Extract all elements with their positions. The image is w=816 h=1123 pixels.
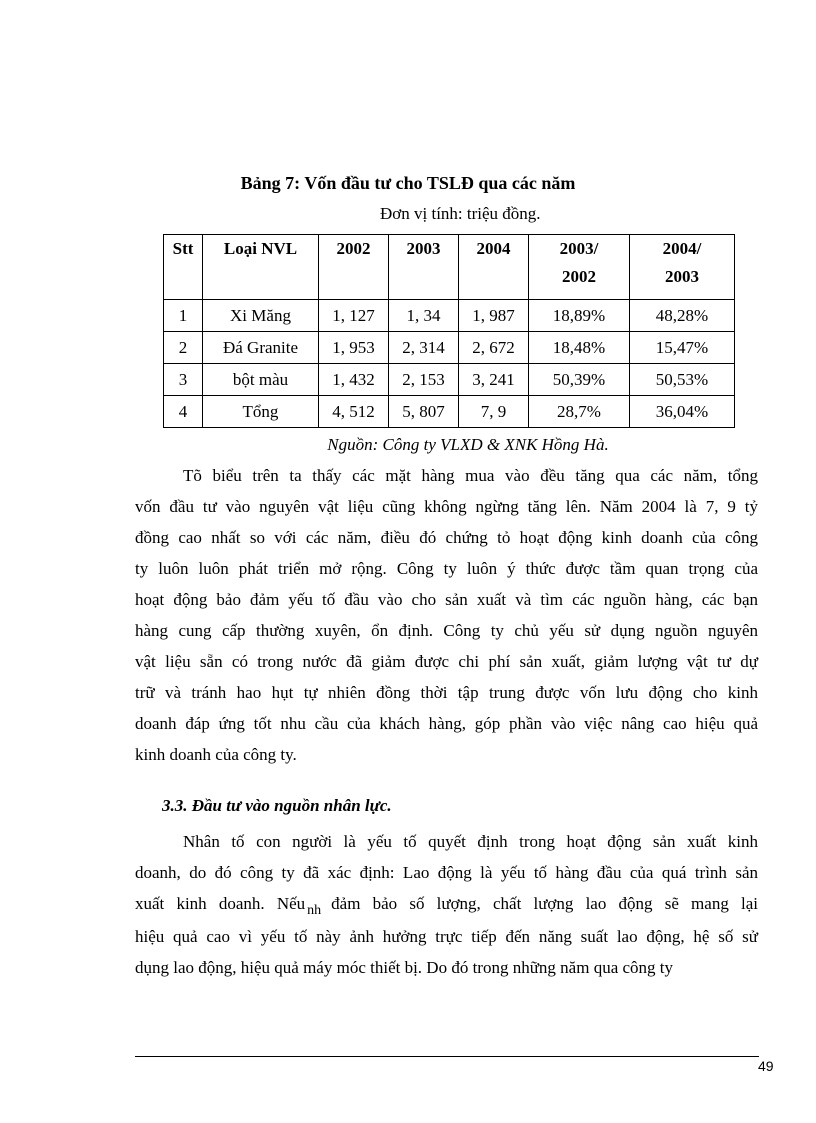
cell-ratio-a: 28,7% (529, 396, 630, 428)
cell-2003: 5, 807 (389, 396, 459, 428)
cell-stt: 4 (164, 396, 203, 428)
unit-note: Đơn vị tính: triệu đồng. (380, 204, 541, 223)
table-row (164, 300, 735, 332)
header-2004: 2004 (459, 235, 529, 300)
line-part: đảm bảo số lượng, chất lượng lao động sẽ mang lại (331, 894, 758, 913)
header-ratio-a-top: 2003/ (559, 239, 599, 258)
paragraph-line: ty luôn luôn phát triển mở rộng. Công ty luôn ý thức được tầm quan trọng của (135, 559, 758, 578)
cell-2002: 1, 432 (319, 364, 389, 396)
cell-2003: 1, 34 (389, 300, 459, 332)
page-number: 49 (758, 1058, 774, 1074)
stray-text: nh (307, 903, 322, 918)
table-row (164, 396, 735, 428)
cell-stt: 2 (164, 332, 203, 364)
paragraph-materials (135, 460, 758, 770)
header-2003: 2003 (389, 235, 459, 300)
footer-divider (135, 1056, 759, 1057)
paragraph-line: hàng cung cấp thường xuyên, ổn định. Công ty chủ yếu sử dụng nguồn nguyên (135, 621, 758, 640)
paragraph-line: vật liệu sẵn có trong nước đã giảm được chi phí sản xuất, giảm lượng vật tư dự (135, 652, 758, 671)
paragraph-line (135, 888, 758, 921)
paragraph-line: đồng cao nhất so với các năm, điều đó chứng tỏ hoạt động kinh doanh của công (135, 528, 758, 547)
section-heading: 3.3. Đầu tư vào nguồn nhân lực. (162, 796, 392, 815)
cell-ratio-a: 18,89% (529, 300, 630, 332)
line-part: xuất kinh doanh. Nếu (135, 894, 306, 913)
cell-material: bột màu (203, 364, 319, 396)
cell-material: Xi Măng (203, 300, 319, 332)
paragraph-line: dụng lao động, hiệu quả máy móc thiết bị. Do đó trong những năm qua công ty (135, 958, 674, 977)
cell-2002: 1, 953 (319, 332, 389, 364)
cell-2004: 1, 987 (459, 300, 529, 332)
cell-ratio-b: 50,53% (630, 364, 735, 396)
paragraph-line: doanh, do đó công ty đã xác định: Lao động là yếu tố hàng đầu của quá trình sản (135, 863, 758, 882)
paragraph-human-resources (135, 826, 758, 983)
paragraph-line: hoạt động bảo đảm yếu tố đầu vào cho sản xuất và tìm các nguồn hàng, các bạn (135, 590, 758, 609)
cell-ratio-b: 48,28% (630, 300, 735, 332)
header-2002: 2002 (319, 235, 389, 300)
source-note: Nguồn: Công ty VLXD & XNK Hồng Hà. (327, 435, 609, 454)
cell-2002: 1, 127 (319, 300, 389, 332)
header-material: Loại NVL (203, 235, 319, 300)
cell-ratio-b: 36,04% (630, 396, 735, 428)
table-row (164, 332, 735, 364)
cell-2002: 4, 512 (319, 396, 389, 428)
header-ratio-2004-2003 (630, 235, 735, 300)
cell-ratio-a: 18,48% (529, 332, 630, 364)
paragraph-line: Nhân tố con người là yếu tố quyết định trong hoạt động sản xuất kinh (183, 832, 758, 851)
header-ratio-b-top: 2004/ (662, 239, 702, 258)
paragraph-line: hiệu quả cao vì yếu tố này ảnh hưởng trực tiếp đến năng suất lao động, hệ số sử (135, 927, 758, 946)
table-header-row (164, 235, 735, 300)
cell-2004: 7, 9 (459, 396, 529, 428)
cell-material: Tổng (203, 396, 319, 428)
paragraph-line: kinh doanh của công ty. (135, 745, 297, 764)
cell-ratio-a: 50,39% (529, 364, 630, 396)
header-ratio-2003-2002 (529, 235, 630, 300)
table-caption: Bảng 7: Vốn đầu tư cho TSLĐ qua các năm (240, 173, 576, 193)
cell-2004: 3, 241 (459, 364, 529, 396)
header-ratio-b-bottom: 2003 (665, 267, 699, 286)
cell-ratio-b: 15,47% (630, 332, 735, 364)
header-stt: Stt (164, 235, 203, 300)
cell-2004: 2, 672 (459, 332, 529, 364)
paragraph-line: doanh đáp ứng tốt nhu cầu của khách hàng, góp phần vào việc nâng cao hiệu quả (135, 714, 758, 733)
table-row (164, 364, 735, 396)
cell-2003: 2, 314 (389, 332, 459, 364)
cell-2003: 2, 153 (389, 364, 459, 396)
header-ratio-a-bottom: 2002 (562, 267, 596, 286)
paragraph-line: vốn đầu tư vào nguyên vật liệu cũng không ngừng tăng lên. Năm 2004 là 7, 9 tỷ (135, 497, 758, 516)
cell-material: Đá Granite (203, 332, 319, 364)
paragraph-line: trữ và tránh hao hụt tự nhiên đồng thời tập trung được vốn lưu động cho kinh (135, 683, 758, 702)
paragraph-line: Tõ biểu trên ta thấy các mặt hàng mua vào đều tăng qua các năm, tổng (183, 466, 758, 485)
cell-stt: 1 (164, 300, 203, 332)
investment-table (163, 234, 735, 428)
cell-stt: 3 (164, 364, 203, 396)
